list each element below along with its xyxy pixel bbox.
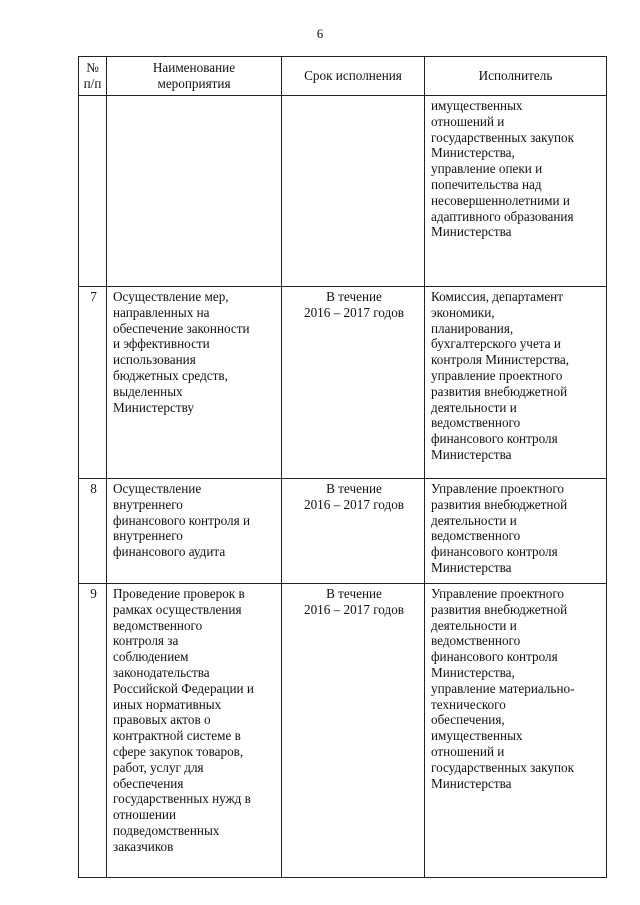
header-name-line: мероприятия bbox=[157, 76, 231, 91]
header-term bbox=[282, 57, 425, 96]
activity-name-line: контрактной системе в bbox=[113, 728, 241, 744]
executor-line: Министерства, bbox=[431, 664, 515, 680]
executor-line: бухгалтерского учета и bbox=[431, 336, 561, 352]
executor-line: государственных закупок bbox=[431, 129, 575, 145]
activity-name-line: направленных на bbox=[113, 304, 210, 320]
row-number: 8 bbox=[90, 481, 97, 496]
executor-line: экономики, bbox=[431, 304, 495, 320]
activity-name-line: внутреннего bbox=[113, 496, 183, 512]
activities-table bbox=[78, 56, 607, 878]
term-line: 2016 – 2017 годов bbox=[303, 496, 405, 512]
table-row bbox=[79, 287, 607, 479]
executor-line: Управление проектного bbox=[431, 481, 565, 496]
row-number: 9 bbox=[90, 586, 97, 601]
activity-name-line: подведомственных bbox=[113, 822, 220, 838]
executor-line: деятельности и bbox=[431, 399, 517, 415]
executor-line: адаптивного образования bbox=[431, 208, 574, 224]
activity-name-line: финансового аудита bbox=[113, 544, 226, 560]
header-num bbox=[79, 57, 107, 96]
activity-name-line: соблюдением bbox=[113, 649, 189, 665]
header-num-line: № bbox=[86, 60, 99, 76]
executor-cell bbox=[425, 479, 607, 584]
executor-line: развития внебюджетной bbox=[431, 383, 568, 399]
header-num-line: п/п bbox=[83, 76, 102, 91]
activity-name-line: контроля за bbox=[113, 633, 179, 649]
activity-name-line: рамках осуществления bbox=[113, 601, 242, 617]
table-body bbox=[79, 96, 607, 878]
executor-line: развития внебюджетной bbox=[431, 601, 568, 617]
activity-name-line: бюджетных средств, bbox=[113, 367, 228, 383]
executor-cell bbox=[425, 96, 607, 287]
executor-line: отношений и bbox=[431, 113, 505, 129]
activity-name-line: отношении bbox=[113, 807, 177, 823]
executor-line: финансового контроля bbox=[431, 431, 558, 447]
row-number-cell bbox=[79, 287, 107, 479]
row-number-cell bbox=[79, 584, 107, 878]
executor-line: деятельности и bbox=[431, 512, 517, 528]
term-cell bbox=[282, 287, 425, 479]
term-line: 2016 – 2017 годов bbox=[303, 304, 405, 320]
activity-name-line: ведомственного bbox=[113, 617, 203, 633]
executor-line: Министерства, bbox=[431, 145, 515, 161]
table-row bbox=[79, 584, 607, 878]
header-name bbox=[107, 57, 282, 96]
executor-line: несовершеннолетними и bbox=[431, 192, 570, 208]
executor-line: Министерства bbox=[431, 775, 512, 791]
header-term-line: Срок исполнения bbox=[304, 68, 402, 84]
activity-name-line: и эффективности bbox=[113, 336, 210, 352]
executor-line: контроля Министерства, bbox=[431, 352, 570, 368]
activity-name-line: использования bbox=[113, 352, 196, 368]
term-line: В течение bbox=[326, 481, 382, 496]
executor-line: управление опеки и bbox=[431, 161, 543, 177]
activity-name-cell bbox=[107, 479, 282, 584]
activity-name-line: иных нормативных bbox=[113, 696, 222, 712]
executor-line: финансового контроля bbox=[431, 649, 558, 665]
executor-line: ведомственного bbox=[431, 415, 521, 431]
row-number-cell bbox=[79, 479, 107, 584]
header-executor-line: Исполнитель bbox=[478, 68, 553, 84]
activity-name-line: Осуществление bbox=[113, 481, 202, 496]
activity-name-line: обеспечение законности bbox=[113, 320, 250, 336]
term-cell bbox=[282, 584, 425, 878]
activity-name-line: сфере закупок товаров, bbox=[113, 743, 244, 759]
activity-name-line: обеспечения bbox=[113, 775, 184, 791]
term-line: В течение bbox=[326, 586, 382, 601]
activity-name-line: Министерству bbox=[113, 399, 194, 415]
activity-name-line: внутреннего bbox=[113, 528, 183, 544]
activity-name-line: работ, услуг для bbox=[113, 759, 204, 775]
activity-name-line: государственных нужд в bbox=[113, 791, 251, 807]
executor-line: имущественных bbox=[431, 728, 523, 744]
activity-name-line: Проведение проверок в bbox=[113, 586, 245, 601]
table-header-row bbox=[79, 57, 607, 96]
header-name-line: Наименование bbox=[152, 60, 236, 76]
executor-line: Министерства bbox=[431, 446, 512, 462]
executor-line: попечительства над bbox=[431, 176, 542, 192]
executor-line: Министерства bbox=[431, 559, 512, 575]
activity-name-cell bbox=[107, 584, 282, 878]
activity-name-line: выделенных bbox=[113, 383, 183, 399]
executor-line: ведомственного bbox=[431, 528, 521, 544]
term-line: В течение bbox=[326, 289, 382, 304]
executor-line: ведомственного bbox=[431, 633, 521, 649]
executor-line: планирования, bbox=[431, 320, 514, 336]
term-cell bbox=[282, 479, 425, 584]
executor-line: технического bbox=[431, 696, 506, 712]
row-number: 7 bbox=[90, 289, 97, 304]
activity-name-line: законодательства bbox=[113, 664, 210, 680]
executor-line: развития внебюджетной bbox=[431, 496, 568, 512]
executor-line: финансового контроля bbox=[431, 544, 558, 560]
activity-name-line: заказчиков bbox=[113, 838, 174, 854]
executor-line: управление проектного bbox=[431, 367, 563, 383]
executor-line: управление материально- bbox=[431, 680, 575, 696]
executor-cell bbox=[425, 584, 607, 878]
executor-line: деятельности и bbox=[431, 617, 517, 633]
executor-line: государственных закупок bbox=[431, 759, 575, 775]
activity-name-line: Осуществление мер, bbox=[113, 289, 229, 304]
executor-line: Управление проектного bbox=[431, 586, 565, 601]
executor-line: Министерства bbox=[431, 224, 512, 240]
table-row bbox=[79, 96, 607, 287]
activity-name-line: Российской Федерации и bbox=[113, 680, 254, 696]
executor-line: обеспечения, bbox=[431, 712, 505, 728]
activity-name-cell bbox=[107, 287, 282, 479]
page-number: 6 bbox=[316, 26, 324, 41]
term-cell bbox=[282, 96, 425, 287]
row-number-cell bbox=[79, 96, 107, 287]
executor-line: Комиссия, департамент bbox=[431, 289, 563, 304]
table-row bbox=[79, 479, 607, 584]
activity-name-cell bbox=[107, 96, 282, 287]
header-executor bbox=[425, 57, 607, 96]
executor-line: отношений и bbox=[431, 743, 505, 759]
term-line: 2016 – 2017 годов bbox=[303, 601, 405, 617]
executor-line: имущественных bbox=[431, 98, 523, 113]
activity-name-line: правовых актов о bbox=[113, 712, 211, 728]
executor-cell bbox=[425, 287, 607, 479]
activity-name-line: финансового контроля и bbox=[113, 512, 251, 528]
